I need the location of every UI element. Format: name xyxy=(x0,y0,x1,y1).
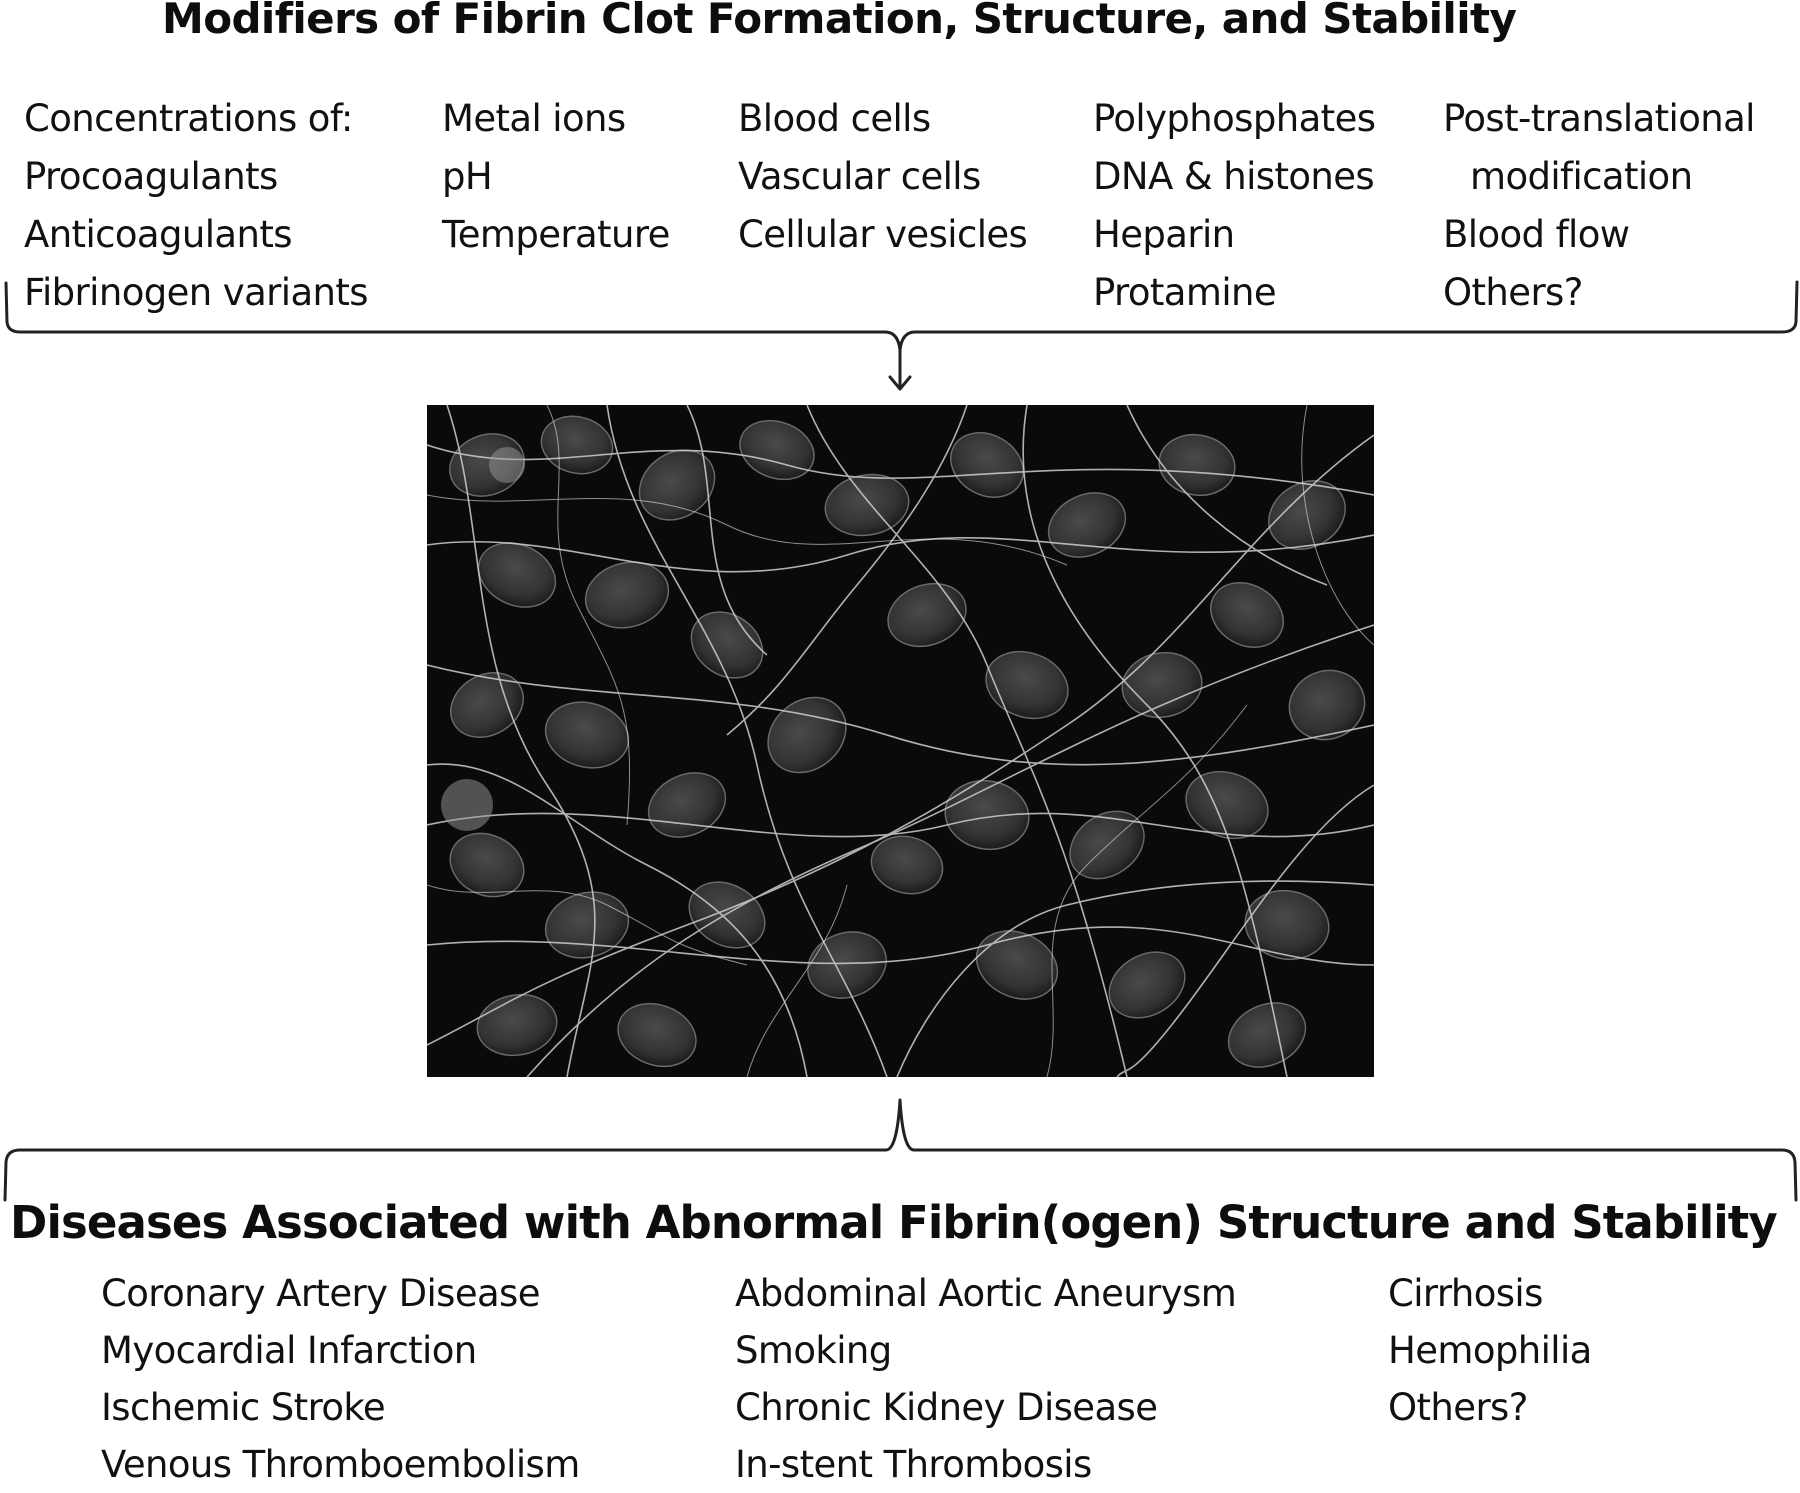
micrograph-icon xyxy=(427,405,1374,1077)
disease-item: Cirrhosis xyxy=(1388,1272,1543,1315)
disease-item: Coronary Artery Disease xyxy=(101,1272,540,1315)
disease-item: Abdominal Aortic Aneurysm xyxy=(735,1272,1237,1315)
modifier-item: Metal ions xyxy=(442,97,626,140)
modifier-item: Vascular cells xyxy=(738,155,981,198)
modifier-item: Blood flow xyxy=(1443,213,1630,256)
modifier-item: Temperature xyxy=(442,213,670,256)
modifier-item: Anticoagulants xyxy=(24,213,292,256)
disease-item: Smoking xyxy=(735,1329,892,1372)
disease-item: Others? xyxy=(1388,1386,1528,1429)
down-arrow-icon xyxy=(890,350,910,389)
modifier-item: Post-translational xyxy=(1443,97,1755,140)
disease-item: Hemophilia xyxy=(1388,1329,1592,1372)
diseases-column-other xyxy=(1388,1265,1592,1436)
bottom-title: Diseases Associated with Abnormal Fibrin(ogen) Structure and Stability xyxy=(10,1196,1777,1249)
bottom-curly-brace-icon xyxy=(5,1100,1796,1200)
modifier-item: Heparin xyxy=(1093,213,1235,256)
modifier-item: Protamine xyxy=(1093,271,1277,314)
modifier-item: DNA & histones xyxy=(1093,155,1375,198)
disease-item: Myocardial Infarction xyxy=(101,1329,477,1372)
modifier-item: pH xyxy=(442,155,493,198)
disease-item: In-stent Thrombosis xyxy=(735,1443,1092,1486)
modifier-item: Procoagulants xyxy=(24,155,278,198)
disease-item: Chronic Kidney Disease xyxy=(735,1386,1158,1429)
disease-item: Ischemic Stroke xyxy=(101,1386,386,1429)
diseases-column-vascular xyxy=(735,1265,1236,1493)
modifier-item: Polyphosphates xyxy=(1093,97,1376,140)
modifier-item: Blood cells xyxy=(738,97,931,140)
modifier-item: Concentrations of: xyxy=(24,97,353,140)
modifier-item: Others? xyxy=(1443,271,1583,314)
modifier-item: Fibrinogen variants xyxy=(24,271,368,314)
diseases-column-cardiovascular xyxy=(101,1265,580,1493)
modifier-item: Cellular vesicles xyxy=(738,213,1028,256)
modifier-item: modification xyxy=(1470,155,1693,198)
disease-item: Venous Thromboembolism xyxy=(101,1443,580,1486)
top-title: Modifiers of Fibrin Clot Formation, Structure, and Stability xyxy=(162,0,1517,43)
fibrin-clot-micrograph xyxy=(427,405,1374,1077)
top-curly-brace-icon xyxy=(6,282,1797,350)
